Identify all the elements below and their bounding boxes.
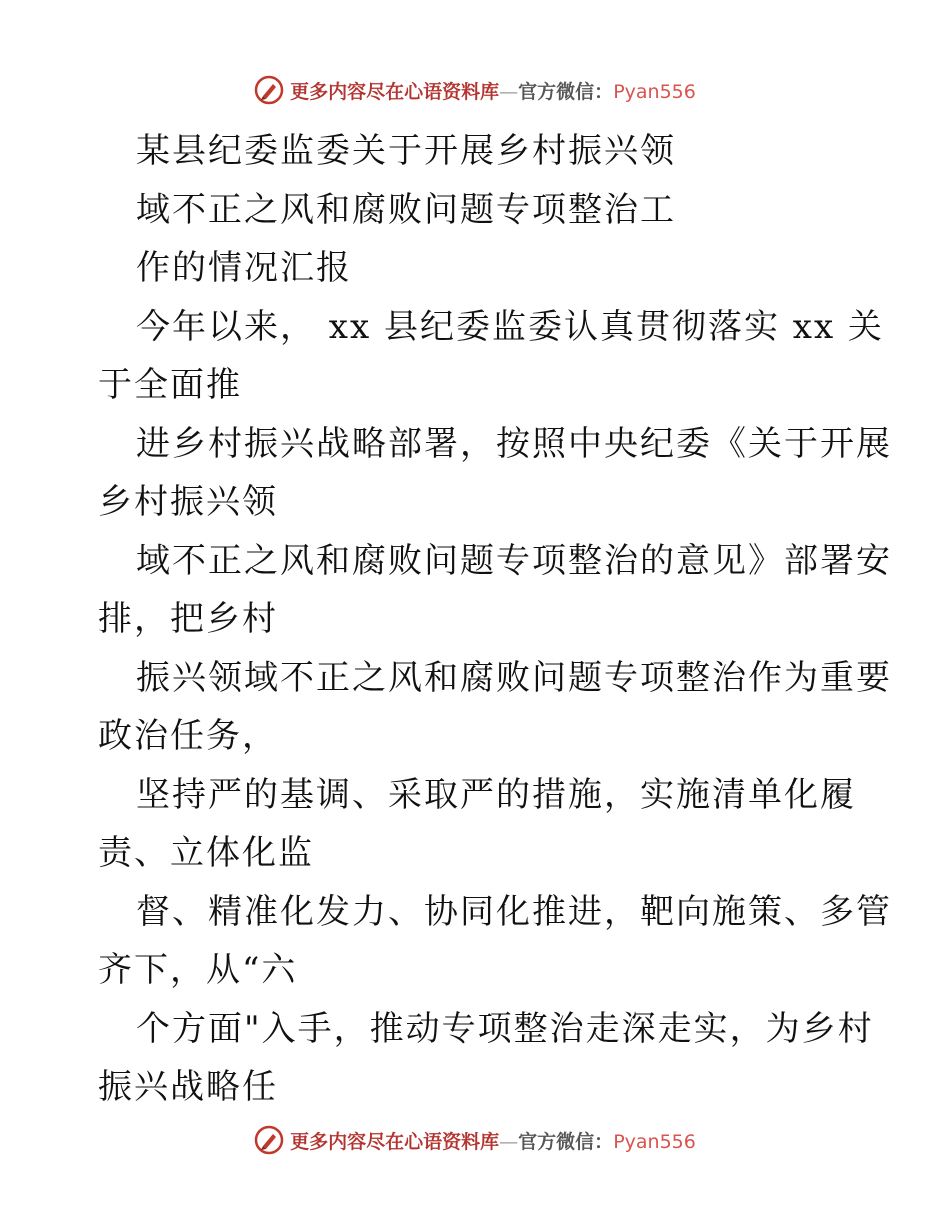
paragraph-line: 进乡村振兴战略部署，按照中央纪委《关于开展 — [136, 423, 892, 464]
paragraph-line: 齐下，从“六 — [98, 950, 298, 990]
watermark-prefix: 更多内容尽在心语资料库 — [290, 1130, 500, 1153]
watermark-wechat-id: Pyan556 — [613, 80, 696, 103]
paragraph-line: 政治任务， — [98, 716, 278, 756]
document-title-line: 某县纪委监委关于开展乡村振兴领 — [136, 131, 676, 171]
watermark-label: 官方微信： — [518, 80, 614, 103]
paragraph-line: 责、立体化监 — [98, 833, 314, 873]
watermark-banner-top — [0, 70, 950, 110]
document-title-line: 域不正之风和腐败问题专项整治工 — [136, 189, 676, 230]
document-page — [98, 122, 892, 1117]
watermark-text — [290, 77, 696, 104]
paragraph-line: 排，把乡村 — [98, 599, 278, 639]
pen-logo-icon — [254, 75, 284, 105]
paragraph-line: 乡村振兴领 — [98, 482, 278, 522]
paragraph-line: 于全面推 — [98, 365, 242, 405]
watermark-wechat-id: Pyan556 — [613, 1130, 696, 1153]
paragraph-line: 振兴战略任 — [98, 1067, 278, 1107]
document-title-line: 作的情况汇报 — [136, 248, 352, 288]
watermark-dash: — — [499, 80, 519, 103]
watermark-dash: — — [499, 1130, 519, 1153]
paragraph-line: 振兴领域不正之风和腐败问题专项整治作为重要 — [136, 657, 892, 698]
watermark-prefix: 更多内容尽在心语资料库 — [290, 80, 500, 103]
paragraph-line: 坚持严的基调、采取严的措施，实施清单化履 — [136, 774, 856, 815]
paragraph-line: 个方面"入手，推动专项整治走深走实，为乡村 — [136, 1008, 874, 1049]
paragraph-line: 域不正之风和腐败问题专项整治的意见》部署安 — [136, 540, 892, 581]
watermark-label: 官方微信： — [518, 1130, 614, 1153]
paragraph-line: 今年以来， xx 县纪委监委认真贯彻落实 xx 关 — [136, 306, 884, 347]
watermark-banner-bottom — [0, 1120, 950, 1160]
pen-logo-icon — [254, 1125, 284, 1155]
watermark-text — [290, 1127, 696, 1154]
paragraph-line: 督、精准化发力、协同化推进，靶向施策、多管 — [136, 891, 892, 932]
